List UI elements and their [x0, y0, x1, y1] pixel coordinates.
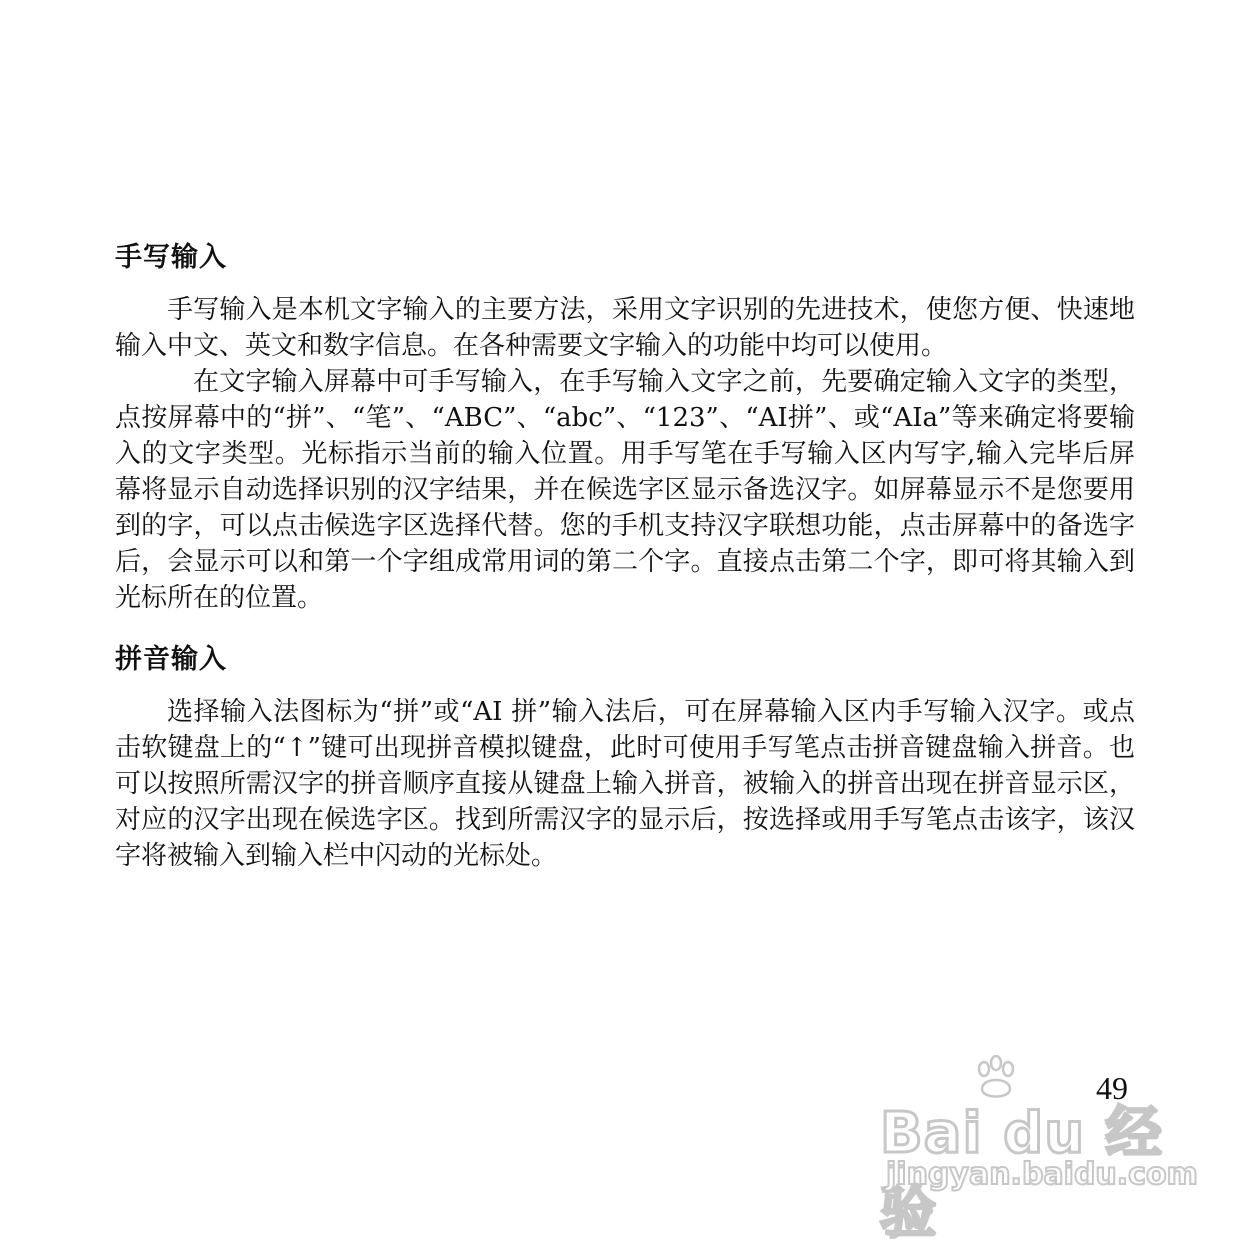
paragraph-handwriting-intro: 手写输入是本机文字输入的主要方法，采用文字识别的先进技术，使您方便、快速地输入中文、英文和数字信息。在各种需要文字输入的功能中均可以使用。 [115, 295, 1135, 361]
document-page [115, 236, 1135, 874]
watermark-brand-text: Bai du 经验 [880, 1101, 1163, 1246]
section-heading-pinyin: 拼音输入 [115, 644, 227, 675]
section-heading-handwriting: 手写输入 [115, 242, 227, 273]
page-number: 49 [1096, 1070, 1128, 1106]
paragraph-pinyin: 选择输入法图标为“拼”或“AI 拼”输入法后，可在屏幕输入区内手写输入汉字。或点击软键盘上的“↑”键可出现拼音模拟键盘，此时可使用手写笔点击拼音键盘输入拼音。也可以按照所需汉字的拼音顺序直接从键盘上输入拼音，被输入的拼音出现在拼音显示区，对应的汉字出现在候选字区。找到所需汉字的显示后，按选择或用手写笔点击该字，该汉字将被输入到输入栏中闪动的光标处。 [115, 697, 1135, 871]
paragraph-handwriting-detail: 在文字输入屏幕中可手写输入，在手写输入文字之前，先要确定输入文字的类型，点按屏幕中的“拼”、“笔”、“ABC”、“abc”、“123”、“AI拼”、或“AIa”等来确定将要输入的文字类型。光标指示当前的输入位置。用手写笔在手写输入区内写字,输入完毕后屏幕将显示自动选择识别的汉字结果，并在候选字区显示备选汉字。如屏幕显示不是您要用到的字，可以点击候选字区选择代替。您的手机支持汉字联想功能，点击屏幕中的备选字后，会显示可以和第一个字组成常用词的第二个字。直接点击第二个字，即可将其输入到光标所在的位置。 [115, 367, 1135, 613]
watermark-url-text: jingyan.baidu.com [886, 1157, 1198, 1192]
baidu-jingyan-watermark [880, 1055, 1198, 1246]
